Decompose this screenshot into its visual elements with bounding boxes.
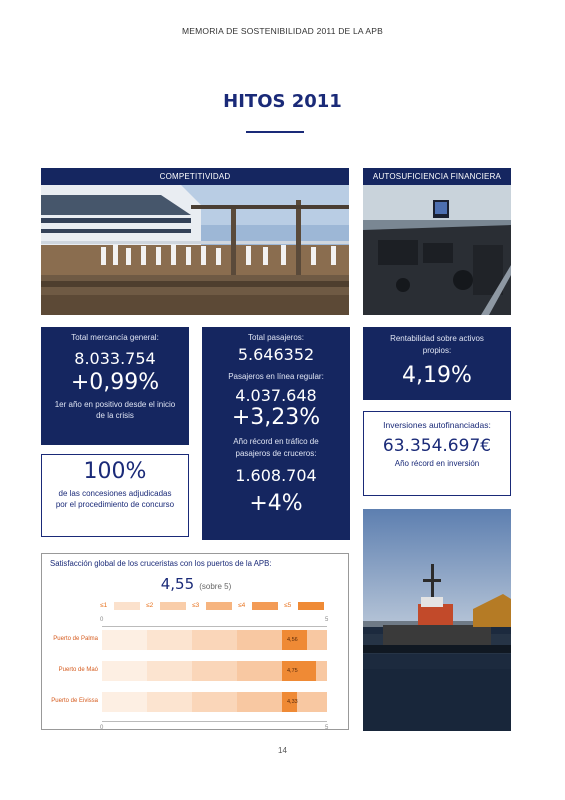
row-2-band-3 <box>192 661 237 681</box>
bottom-axis-tick-5: 5 <box>325 725 329 731</box>
row-label-2: Puerto de Maó <box>58 667 98 673</box>
cruise-record-label: Año récord en tráfico de pasajeros de cruceros: <box>233 437 319 458</box>
profitability-label: Rentabilidad sobre activos propios: <box>390 334 484 355</box>
passengers-value: 5.646352 <box>237 345 315 364</box>
chart-summary <box>42 574 350 593</box>
row-label-3: Puerto de Eivissa <box>51 698 98 704</box>
concessions-value: 100% <box>83 459 147 484</box>
section-bar-autosuficiencia: AUTOSUFICIENCIA FINANCIERA <box>363 168 511 185</box>
title-divider <box>246 131 304 133</box>
concessions-text: de las concesiones adjudicadas por el procedimiento de concurso <box>55 489 175 509</box>
passengers-label: Total pasajeros: <box>247 333 305 342</box>
cargo-change: +0,99% <box>70 370 160 395</box>
row-1-band-3 <box>192 630 237 650</box>
row-3-band-3 <box>192 692 237 712</box>
investments-value: 63.354.697€ <box>382 436 492 456</box>
bottom-axis-tick-0: 0 <box>100 725 104 731</box>
regular-line-value: 4.037.648 <box>235 386 317 405</box>
investments-box <box>363 411 511 496</box>
top-axis-tick-5: 5 <box>325 617 329 623</box>
section-bar-competitividad: COMPETITIVIDAD <box>41 168 349 185</box>
row-2-band-4 <box>237 661 282 681</box>
cruise-value: 1.608.704 <box>235 466 317 485</box>
legend-label-4: ≤4 <box>238 602 246 609</box>
legend-swatch-5 <box>298 602 324 610</box>
cargo-note: 1er año en positivo desde el inicio de la crisis <box>54 400 176 420</box>
profitability-value: 4,19% <box>402 363 472 388</box>
investments-label: Inversiones autofinanciadas: <box>383 420 491 430</box>
passengers-stats-box <box>202 327 350 540</box>
row-1-band-4 <box>237 630 282 650</box>
chart-summary-value: 4,55 <box>160 575 195 593</box>
page-number: 14 <box>278 746 287 755</box>
top-axis-line <box>102 626 327 627</box>
row-label-1: Puerto de Palma <box>53 636 98 642</box>
row-2-band-1 <box>102 661 147 681</box>
legend-swatch-4 <box>252 602 278 610</box>
cruise-gangway-photo <box>41 185 349 315</box>
cargo-stats-box <box>41 327 189 445</box>
legend-swatch-1 <box>114 602 140 610</box>
page-title: HITOS 2011 <box>223 91 342 112</box>
cargo-label: Total mercancía general: <box>71 333 159 342</box>
row-1-band-1 <box>102 630 147 650</box>
row-3-band-1 <box>102 692 147 712</box>
harbor-boat-photo <box>363 509 511 731</box>
value-label-3: 4,33 <box>287 699 298 705</box>
regular-line-change: +3,23% <box>231 405 321 430</box>
legend-label-2: ≤2 <box>146 602 154 609</box>
satisfaction-chart <box>41 553 349 730</box>
value-label-1: 4,56 <box>287 637 298 643</box>
ship-bridge-photo <box>363 185 511 315</box>
bottom-axis-line <box>102 721 327 722</box>
row-2-band-2 <box>147 661 192 681</box>
regular-line-label: Pasajeros en línea regular: <box>228 372 324 381</box>
legend-label-1: ≤1 <box>100 602 108 609</box>
investments-note: Año récord en inversión <box>394 459 480 468</box>
legend-label-3: ≤3 <box>192 602 200 609</box>
chart-summary-unit: (sobre 5) <box>199 582 232 591</box>
cruise-change: +4% <box>249 491 303 516</box>
page-header: MEMORIA DE SOSTENIBILIDAD 2011 DE LA APB <box>181 26 384 36</box>
cargo-value: 8.033.754 <box>74 349 156 368</box>
row-3-band-4 <box>237 692 282 712</box>
top-axis-tick-0: 0 <box>100 617 104 623</box>
value-label-2: 4,75 <box>287 668 298 674</box>
row-3-band-2 <box>147 692 192 712</box>
profitability-box <box>363 327 511 400</box>
legend-swatch-3 <box>206 602 232 610</box>
legend-label-5: ≤5 <box>284 602 292 609</box>
legend-swatch-2 <box>160 602 186 610</box>
chart-title: Satisfacción global de los cruceristas con los puertos de la APB: <box>50 559 272 568</box>
concessions-box <box>41 454 189 537</box>
row-1-band-2 <box>147 630 192 650</box>
